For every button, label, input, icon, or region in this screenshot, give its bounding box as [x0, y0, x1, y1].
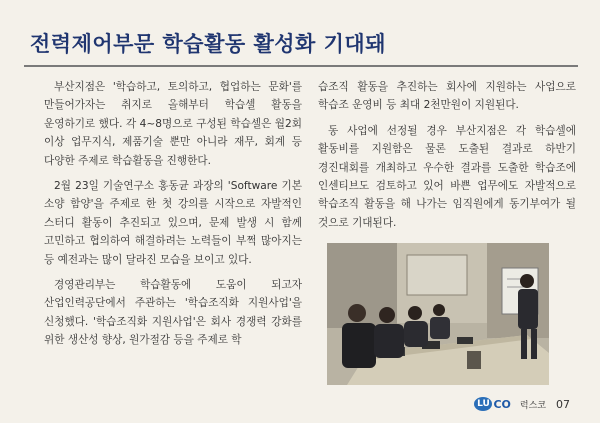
left-column	[44, 78, 302, 388]
classroom-photo	[327, 243, 549, 385]
luxco-logo	[474, 397, 510, 411]
right-column	[318, 78, 576, 238]
logo-co: CO	[493, 397, 511, 411]
brand-name: 럭스코	[519, 400, 546, 411]
paragraph: 경영관리부는 학습활동에 도움이 되고자 산업인력공단에서 주관하는 '학습조직화 지원사업'을 신청했다. '학습조직화 지원사업'은 회사 경쟁력 강화를 위한 생산성 향상, 원가절감 등을 주제로 학	[44, 279, 302, 347]
logo-lu: LU	[474, 397, 492, 411]
paragraph: 2월 23일 기술연구소 홍동균 과장의 'Software 기본 소양 함양'을 주제로 한 첫 강의를 시작으로 자발적인 스터디 활동이 추진되고 있으며, 문제 발생 시 함께 고민하고 협의하여 해결하려는 노력들이 부쩍 많아지는 등 예전과는 많이 달라진 모습을 보이고 있다.	[44, 180, 302, 266]
page-footer	[474, 396, 570, 412]
title-divider	[24, 65, 578, 67]
paragraph: 습조직 활동을 추진하는 회사에 지원하는 사업으로 학습조 운영비 등 최대 2천만원이 지원된다.	[318, 81, 576, 112]
photo-illustration	[327, 243, 549, 385]
paragraph: 동 사업에 선정될 경우 부산지점은 각 학습셀에 활동비를 지원함은 물론 도출된 결과로 하반기 경진대회를 개최하고 우수한 결과를 도출한 학습조에 인센티브도 검토하고 있어 바쁜 업무에도 자발적으로 학습조직 활동을 해 나가는 임직원에게 동기부여가 될 것으로 기대된다.	[318, 124, 576, 229]
article-title: 전력제어부문 학습활동 활성화 기대돼	[30, 32, 387, 56]
paragraph: 부산지점은 '학습하고, 토의하고, 협업하는 문화'를 만들어가자는 취지로 올해부터 학습셀 활동을 운영하기로 했다. 각 4~8명으로 구성된 학습셀은 월2회 이상 업무지식, 제품기술 뿐만 아니라 재무, 회계 등 다양한 주제로 학습활동을 진행한다.	[44, 81, 302, 167]
page-number: 07	[556, 397, 570, 411]
